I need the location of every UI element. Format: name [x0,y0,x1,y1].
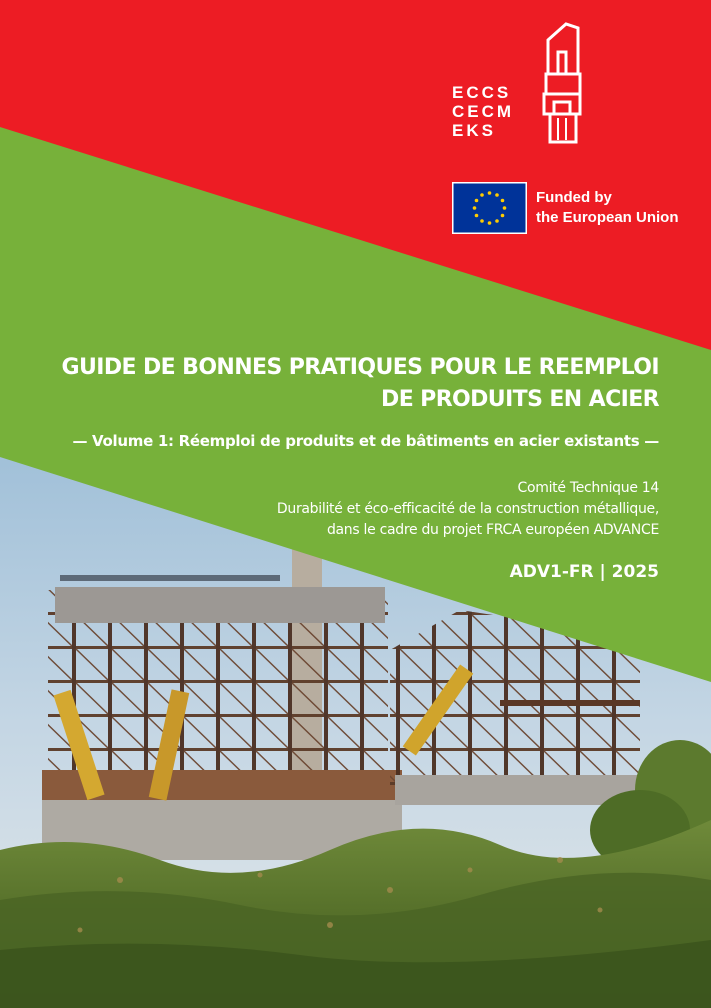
logo-line-cecm: CECM [452,102,515,121]
title-line1: GUIDE DE BONNES PRATIQUES POUR LE REEMPLOI [61,355,659,380]
committee-line2: Durabilité et éco-efficacité de la construction métallique, [276,501,659,517]
eccs-tower-logo-icon [540,22,584,144]
committee-info [99,478,659,541]
eccs-logo-text [452,83,530,140]
eu-funding-label [536,188,706,228]
logo-line-eccs: ECCS [452,83,512,102]
eu-funding-line1: Funded by [536,189,612,206]
eu-flag-icon [452,182,527,234]
photo-steel-building-left [42,575,402,860]
document-title [39,352,659,416]
document-code: ADV1-FR | 2025 [509,562,659,582]
volume-subtitle: — Volume 1: Réemploi de produits et de bâtiments en acier existants — [72,432,659,450]
committee-line1: Comité Technique 14 [517,480,659,496]
eu-funding-line2: the European Union [536,209,679,226]
committee-line3: dans le cadre du projet FRCA européen ADVANCE [326,522,659,538]
logo-line-eks: EKS [452,121,496,140]
title-line2: DE PRODUITS EN ACIER [381,387,659,412]
